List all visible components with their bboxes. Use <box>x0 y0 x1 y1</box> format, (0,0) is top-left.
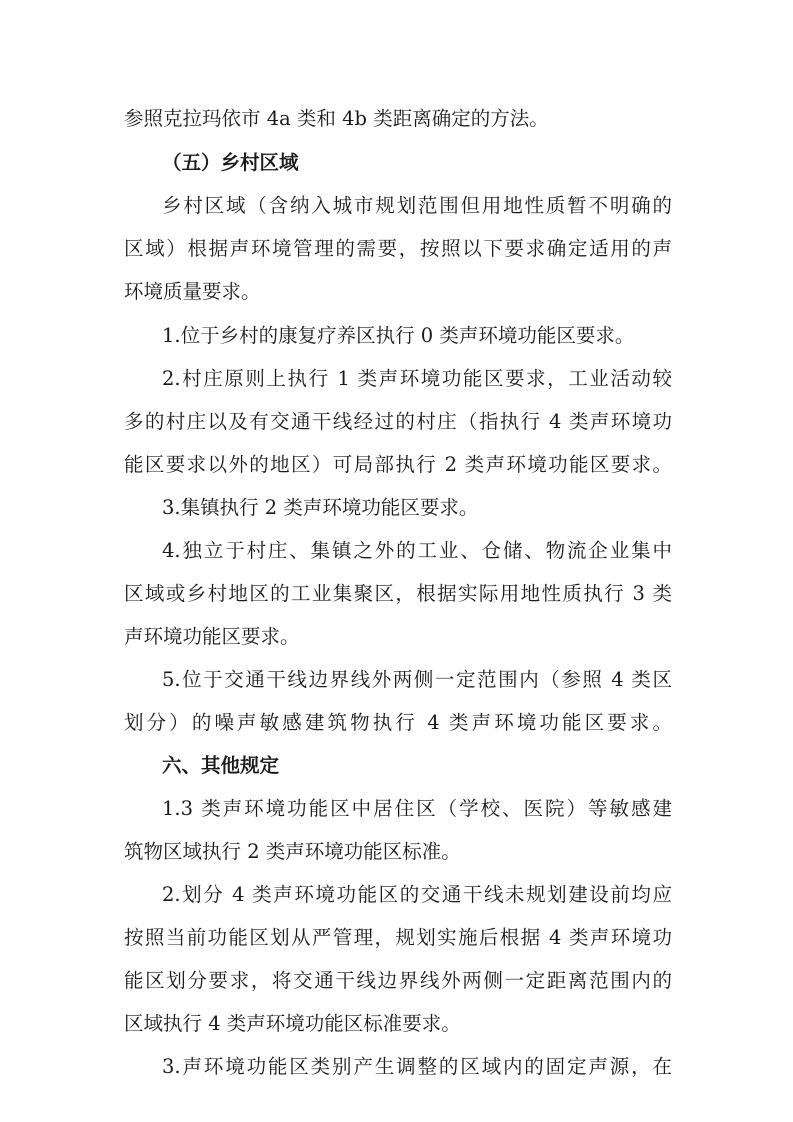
paragraph-line: 能区要求以外的地区）可局部执行 2 类声环境功能区要求。 <box>124 453 672 476</box>
paragraph-line: 环境质量要求。 <box>124 280 261 303</box>
paragraph-line: 声环境功能区要求。 <box>124 625 300 648</box>
paragraph-line: 乡村区域（含纳入城市规划范围但用地性质暂不明确的 <box>162 194 672 217</box>
list-item-3: 3.集镇执行 2 类声环境功能区要求。 <box>162 496 479 519</box>
section-heading-other-provisions: 六、其他规定 <box>162 754 280 777</box>
list-item-3: 3.声环境功能区类别产生调整的区域内的固定声源，在 <box>162 1055 672 1078</box>
paragraph-line: 区域执行 4 类声环境功能区标准要求。 <box>124 1012 461 1035</box>
list-item-1: 1.位于乡村的康复疗养区执行 0 类声环境功能区要求。 <box>162 324 635 347</box>
paragraph-line: 划分）的噪声敏感建筑物执行 4 类声环境功能区要求。 <box>124 711 672 734</box>
paragraph-line: 筑物区域执行 2 类声环境功能区标准。 <box>124 840 461 863</box>
section-heading-rural-area: （五）乡村区域 <box>162 151 299 174</box>
list-item-1: 1.3 类声环境功能区中居住区（学校、医院）等敏感建 <box>162 797 672 820</box>
paragraph-line: 能区划分要求，将交通干线边界线外两侧一定距离范围内的 <box>124 969 672 992</box>
list-item-4: 4.独立于村庄、集镇之外的工业、仓储、物流企业集中 <box>162 539 672 562</box>
paragraph-line: 区域或乡村地区的工业集聚区，根据实际用地性质执行 3 类 <box>124 582 672 605</box>
paragraph-line: 参照克拉玛依市 4a 类和 4b 类距离确定的方法。 <box>124 107 549 130</box>
list-item-2: 2.划分 4 类声环境功能区的交通干线未规划建设前均应 <box>162 883 672 906</box>
list-item-5: 5.位于交通干线边界线外两侧一定范围内（参照 4 类区 <box>162 668 672 691</box>
paragraph-line: 多的村庄以及有交通干线经过的村庄（指执行 4 类声环境功 <box>124 410 672 433</box>
paragraph-line: 区域）根据声环境管理的需要，按照以下要求确定适用的声 <box>124 237 672 260</box>
paragraph-line: 按照当前功能区划从严管理，规划实施后根据 4 类声环境功 <box>124 926 672 949</box>
list-item-2: 2.村庄原则上执行 1 类声环境功能区要求，工业活动较 <box>162 367 672 390</box>
